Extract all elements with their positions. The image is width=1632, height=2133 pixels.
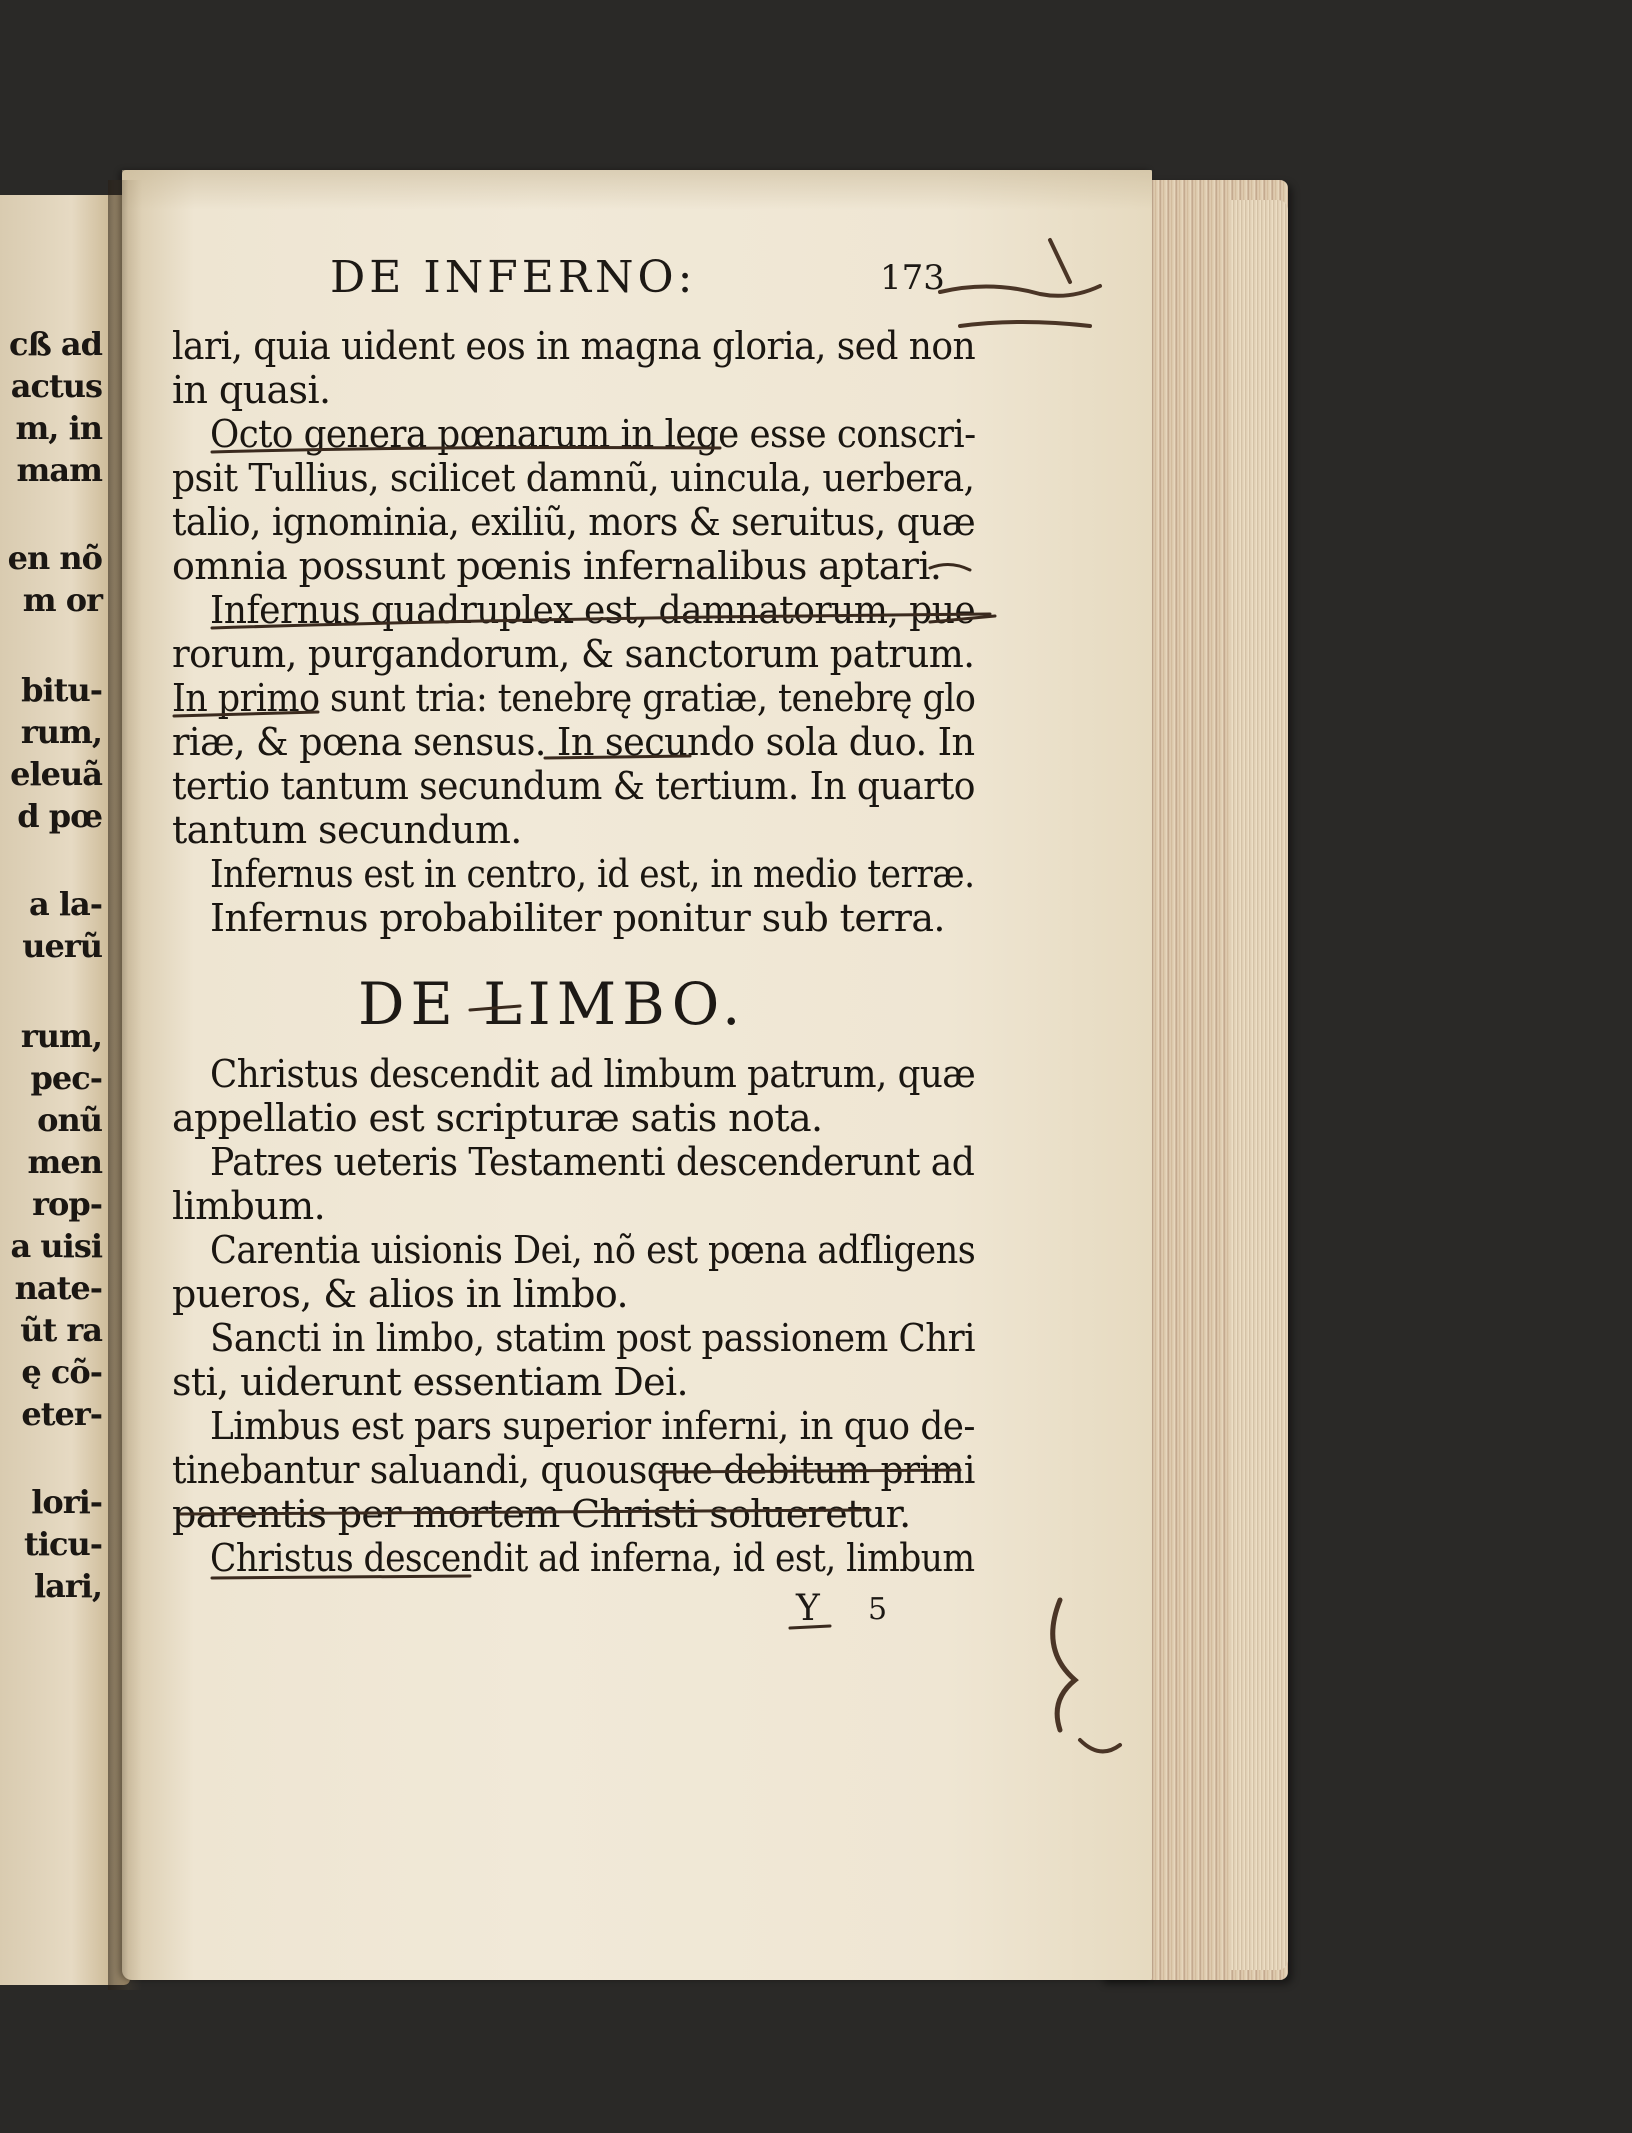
left-page-fragment: m, in xyxy=(15,409,102,447)
text-line: Infernus probabiliter ponitur sub terra. xyxy=(210,896,945,940)
left-page-fragment: uerũ xyxy=(22,927,102,965)
text-line: Octo genera pœnarum in lege esse conscri- xyxy=(210,412,976,456)
left-page-fragment: a uisi xyxy=(10,1227,102,1265)
text-line: parentis per mortem Christi solueretur. xyxy=(172,1492,911,1536)
left-page-fragment: rum, xyxy=(20,1017,102,1055)
text-line: tertio tantum secundum & tertium. In quarto xyxy=(172,764,975,808)
text-line: riæ, & pœna sensus. In secundo sola duo. In xyxy=(172,720,975,764)
left-page-fragment: m or xyxy=(22,581,102,619)
text-line: Infernus est in centro, id est, in medio terræ. xyxy=(210,852,975,896)
left-page-fragment: lari, xyxy=(33,1567,102,1605)
left-page-fragment: onũ xyxy=(37,1101,102,1139)
text-line: In primo sunt tria: tenebrę gratiæ, tenebrę glo xyxy=(172,676,976,720)
text-line: lari, quia uident eos in magna gloria, sed non xyxy=(172,324,976,368)
text-line: talio, ignominia, exiliũ, mors & seruitus, quæ xyxy=(172,500,976,544)
text-line: tantum secundum. xyxy=(172,808,522,852)
text-line: psit Tullius, scilicet damnũ, uincula, uerbera, xyxy=(172,456,975,500)
signature-mark: Y xyxy=(796,1588,820,1629)
running-head: DE INFERNO: xyxy=(330,252,697,303)
left-page-fragment: a la- xyxy=(28,885,102,923)
left-page-fragment: ticu- xyxy=(24,1525,102,1563)
left-page-fragment: bitu- xyxy=(21,671,102,709)
text-line: sti, uiderunt essentiam Dei. xyxy=(172,1360,689,1404)
text-line: rorum, purgandorum, & sanctorum patrum. xyxy=(172,632,975,676)
left-page-fragment: d pœ xyxy=(17,797,102,835)
text-line: Sancti in limbo, statim post passionem Chri xyxy=(210,1316,975,1360)
page-number: 173 xyxy=(880,258,945,298)
text-line: Christus descendit ad inferna, id est, limbum xyxy=(210,1536,975,1580)
left-page-fragment: ę cõ- xyxy=(21,1353,102,1391)
left-page-fragment: cß ad xyxy=(8,325,102,363)
left-page-fragment: actus xyxy=(10,367,102,405)
text-line: appellatio est scripturæ satis nota. xyxy=(172,1096,823,1140)
text-line: Limbus est pars superior inferni, in quo de- xyxy=(210,1404,975,1448)
text-line: in quasi. xyxy=(172,368,331,412)
text-line: Patres ueteris Testamenti descenderunt ad xyxy=(210,1140,975,1184)
left-page-fragment: pec- xyxy=(30,1059,102,1097)
left-page-fragment: en nõ xyxy=(7,539,102,577)
left-page-fragment: eter- xyxy=(21,1395,102,1433)
page-edges-outer xyxy=(1230,200,1288,1970)
text-line: Infernus quadruplex est, damnatorum, pue xyxy=(210,588,976,632)
left-page-fragment: mam xyxy=(16,451,102,489)
gutter-shadow xyxy=(108,180,142,1990)
text-line: pueros, & alios in limbo. xyxy=(172,1272,628,1316)
left-page-fragment: rop- xyxy=(32,1185,102,1223)
text-line: Carentia uisionis Dei, nõ est pœna adfligens xyxy=(210,1228,976,1272)
left-page-fragment: eleuã xyxy=(10,755,102,793)
left-page-fragment: men xyxy=(27,1143,102,1181)
page-top-shading xyxy=(122,170,1152,210)
left-page-fragment: rum, xyxy=(20,713,102,751)
text-line: limbum. xyxy=(172,1184,326,1228)
signature-number: 5 xyxy=(868,1592,888,1627)
left-page-fragment: ũt ra xyxy=(20,1311,102,1349)
section-title: DE LIMBO. xyxy=(358,970,747,1038)
left-page-fragment: lori- xyxy=(31,1483,102,1521)
left-page-fragment: nate- xyxy=(14,1269,102,1307)
text-line: omnia possunt pœnis infernalibus aptari. xyxy=(172,544,942,588)
text-line: tinebantur saluandi, quousque debitum primi xyxy=(172,1448,975,1492)
text-line: Christus descendit ad limbum patrum, quæ xyxy=(210,1052,976,1096)
